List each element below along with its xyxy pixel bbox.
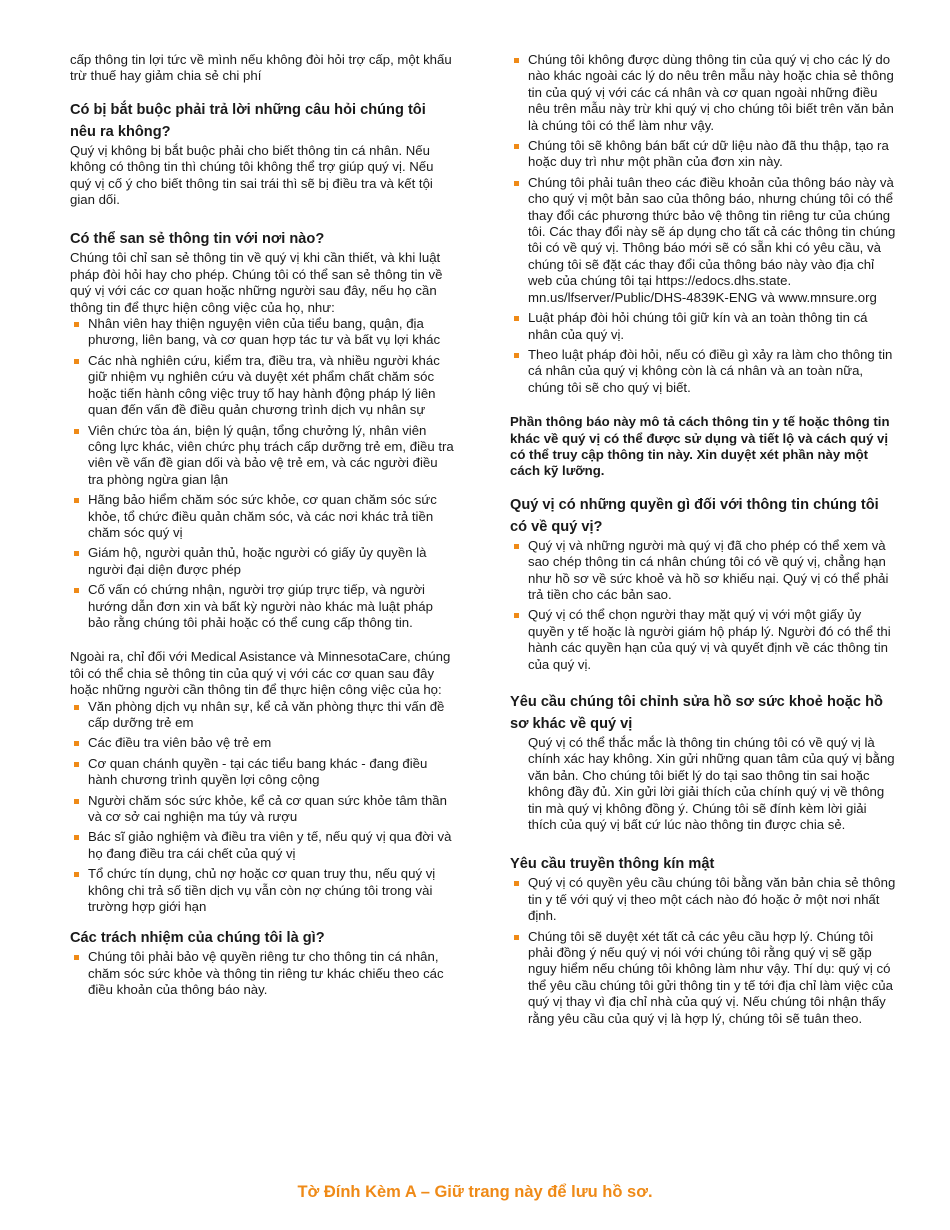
section-heading-rights: Quý vị có những quyền gì đối với thông tin chúng tôi có về quý vị? xyxy=(510,496,879,535)
list-item: Cơ quan chánh quyền - tại các tiểu bang khác - đang điều hành chương trình quyền lợi công cộng xyxy=(70,756,454,789)
section-body-correction: Quý vị có thể thắc mắc là thông tin chúng tôi có về quý vị là chính xác hay không. Xin gửi những quan tâm của quý vị bằng văn bản. Cho chúng tôi biết lý do tại sao thông tin sai hoặc không đầy đủ. Xin gửi lời giải thích của chính quý vị về thông tin mà quý vị không đồng ý. Chúng tôi sẽ đính kèm lời giải thích của quý vị bất cứ lúc nào thông tin được chia sẻ. xyxy=(528,735,895,833)
list-item: Giám hộ, người quản thủ, hoặc người có giấy ủy quyền là người đại diện được phép xyxy=(70,545,454,578)
left-column xyxy=(70,52,454,1003)
section-heading-responsibilities: Các trách nhiệm của chúng tôi là gì? xyxy=(70,930,325,947)
list-item: Người chăm sóc sức khỏe, kể cả cơ quan sức khỏe tâm thần và cơ sở cai nghiện ma túy và rượu xyxy=(70,793,454,826)
square-bullet-icon xyxy=(514,544,519,549)
section-heading-correction: Yêu cầu chúng tôi chỉnh sửa hồ sơ sức khoẻ hoặc hồ sơ khác về quý vị xyxy=(510,694,883,732)
section-body-sharing: Chúng tôi chỉ san sẻ thông tin về quý vị khi cần thiết, và khi luật pháp đòi hỏi hay cho phép. Chúng tôi có thể san sẻ thông tin về quý vị với các cơ quan hoặc những người sau đây, nếu họ cần thông tin để thực hiện công việc của họ, như: xyxy=(70,250,443,315)
list-item: Tổ chức tín dụng, chủ nợ hoặc cơ quan truy thu, nếu quý vị không chi trả số tiền dịch vụ vẫn còn nợ chúng tôi trong vài trường hợp giới hạn xyxy=(70,866,454,915)
responsibilities-list-continued xyxy=(510,52,896,396)
square-bullet-icon xyxy=(74,359,79,364)
list-item: Các nhà nghiên cứu, kiểm tra, điều tra, và nhiều người khác giữ nhiệm vụ nghiên cứu và duyệt xét phẩm chất chăm sóc hoặc tiến hành công việc truy tố hay hành động pháp lý liên quan đến vấn đề điều quản chương trình dịch vụ nhân sự xyxy=(70,353,454,419)
sharing-list xyxy=(70,316,454,631)
footer-attachment-note: Tờ Đính Kèm A – Giữ trang này để lưu hồ sơ. xyxy=(297,1183,653,1201)
square-bullet-icon xyxy=(74,762,79,767)
square-bullet-icon xyxy=(74,955,79,960)
list-item: Bác sĩ giảo nghiệm và điều tra viên y tế, nếu quý vị qua đời và họ đang điều tra cái chết của quý vị xyxy=(70,829,454,862)
list-item: Luật pháp đòi hỏi chúng tôi giữ kín và an toàn thông tin cá nhân của quý vị. xyxy=(510,310,896,343)
right-column xyxy=(510,52,896,1031)
square-bullet-icon xyxy=(514,881,519,886)
square-bullet-icon xyxy=(514,316,519,321)
list-item: Quý vị có thể chọn người thay mặt quý vị với một giấy ủy quyền y tế hoặc là người giám hộ pháp lý. Người đó có thể thi hành các quyền hạn của quý vị và quyết định về các thông tin của quý vị. xyxy=(510,607,896,673)
square-bullet-icon xyxy=(74,588,79,593)
square-bullet-icon xyxy=(74,835,79,840)
list-item: Văn phòng dịch vụ nhân sự, kể cả văn phòng thực thi vấn đề cấp dưỡng trẻ em xyxy=(70,699,454,732)
square-bullet-icon xyxy=(74,429,79,434)
list-item: Quý vị và những người mà quý vị đã cho phép có thể xem và sao chép thông tin cá nhân chúng tôi có về quý vị, chẳng hạn như hồ sơ về sức khoẻ và hồ sơ khiếu nại. Quý vị có thể phải trả tiền cho các bản sao. xyxy=(510,538,896,604)
confidential-list xyxy=(510,875,896,1027)
list-item: Viên chức tòa án, biện lý quận, tổng chưởng lý, nhân viên công lực khác, viên chức phụ trách cấp dưỡng trẻ em, điều tra viên về vấn đề gian dối và bảo vệ trẻ em, và các người điều tra phòng ngừa gian lận xyxy=(70,423,454,489)
square-bullet-icon xyxy=(514,353,519,358)
square-bullet-icon xyxy=(74,498,79,503)
square-bullet-icon xyxy=(74,705,79,710)
list-item: Cố vấn có chứng nhận, người trợ giúp trực tiếp, và người hướng dẫn đơn xin và bất kỳ người nào khác mà luật pháp bảo rằng chúng tôi phải hoặc có thể cung cấp thông tin. xyxy=(70,582,454,631)
intro-text: cấp thông tin lợi tức về mình nếu không đòi hỏi trợ cấp, một khấu trừ thuế hay giảm chia sẻ chi phí xyxy=(70,52,452,84)
list-item: Quý vị có quyền yêu cầu chúng tôi bằng văn bản chia sẻ thông tin y tế với quý vị theo một cách nào đó hoặc ở một nơi nhất định. xyxy=(510,875,896,924)
square-bullet-icon xyxy=(74,322,79,327)
square-bullet-icon xyxy=(74,741,79,746)
square-bullet-icon xyxy=(74,799,79,804)
list-item: Chúng tôi phải tuân theo các điều khoản của thông báo này và cho quý vị một bản sao của thông báo, nhưng chúng tôi có thể thay đổi các phương thức bảo vệ thông tin riêng tư của chúng tôi. Các thay đổi này sẽ áp dụng cho tất cả các thông tin chúng tôi có về quý vị. Thông báo mới sẽ có sẵn khi có yêu cầu, và chúng tôi sẽ đặt các thay đổi của thông báo này vào địa chỉ web của chúng tôi tại https://edocs.dhs.state. mn.us/lfserver/Public/DHS-4839K-ENG và www.mnsure.org xyxy=(510,175,896,306)
square-bullet-icon xyxy=(74,551,79,556)
list-item: Chúng tôi sẽ duyệt xét tất cả các yêu cầu hợp lý. Chúng tôi phải đồng ý nếu quý vị nói với chúng tôi rằng quý vị sẽ gặp nguy hiểm nếu chúng tôi không làm như vậy. Thí dụ: quý vị có thể yêu cầu chúng tôi gửi thông tin y tế tới địa chỉ làm việc của quý vị thay vì địa chỉ nhà của quý vị. Nếu chúng tôi nhận thấy rằng yêu cầu của quý vị là hợp lý, chúng tôi sẽ tuân theo. xyxy=(510,929,896,1027)
list-item: Nhân viên hay thiện nguyện viên của tiểu bang, quận, địa phương, liên bang, và cơ quan hợp tác tư và bất vụ lợi khác xyxy=(70,316,454,349)
square-bullet-icon xyxy=(514,613,519,618)
rights-list xyxy=(510,538,896,673)
square-bullet-icon xyxy=(514,181,519,186)
square-bullet-icon xyxy=(74,872,79,877)
section-heading-sharing: Có thể san sẻ thông tin với nơi nào? xyxy=(70,231,325,248)
list-item: Hãng bảo hiểm chăm sóc sức khỏe, cơ quan chăm sóc sức khỏe, tổ chức điều quản chăm sóc, và các nơi khác trả tiền chăm sóc quý vị xyxy=(70,492,454,541)
health-info-notice: Phần thông báo này mô tả cách thông tin y tế hoặc thông tin khác về quý vị có thể được sử dụng và tiết lộ và cách quý vị có thể truy cập thông tin này. Xin duyệt xét phần này một cách kỹ lưỡng. xyxy=(510,414,890,479)
list-item: Chúng tôi phải bảo vệ quyền riêng tư cho thông tin cá nhân, chăm sóc sức khỏe và thông tin riêng tư khác chiếu theo các điều khoản của thông báo này. xyxy=(70,949,454,998)
square-bullet-icon xyxy=(514,144,519,149)
section-heading-required: Có bị bắt buộc phải trả lời những câu hỏi chúng tôi nêu ra không? xyxy=(70,101,426,140)
square-bullet-icon xyxy=(514,935,519,940)
section-body-medical: Ngoài ra, chỉ đối với Medical Asistance và MinnesotaCare, chúng tôi có thể chia sẻ thông tin của quý vị với các cơ quan sau đây hoặc những người cần thông tin để thực hiện công việc của họ: xyxy=(70,649,451,698)
medical-sharing-list xyxy=(70,699,454,916)
list-item: Chúng tôi sẽ không bán bất cứ dữ liệu nào đã thu thập, tạo ra hoặc duy trì như một phần của đơn xin này. xyxy=(510,138,896,171)
section-heading-confidential: Yêu cầu truyền thông kín mật xyxy=(510,856,715,873)
list-item: Chúng tôi không được dùng thông tin của quý vị cho các lý do nào khác ngoài các lý do nêu trên mẫu này hoặc chia sẻ thông tin của quý vị với các cá nhân và cơ quan ngoài những điều nêu trên mẫu này trừ khi quý vị cho chúng tôi biết trên văn bản là chúng tôi có thể làm như vậy. xyxy=(510,52,896,134)
square-bullet-icon xyxy=(514,58,519,63)
list-item: Các điều tra viên bảo vệ trẻ em xyxy=(70,735,454,751)
responsibilities-list xyxy=(70,949,454,998)
section-body-required: Quý vị không bị bắt buộc phải cho biết thông tin cá nhân. Nếu không có thông tin thì chúng tôi không thể trợ giúp quý vị. Nếu quý vị cố ý cho biết thông tin sai trái thì sẽ bị điều tra và kết tội gian dối. xyxy=(70,142,434,208)
list-item: Theo luật pháp đòi hỏi, nếu có điều gì xảy ra làm cho thông tin cá nhân của quý vị không còn là cá nhân và an toàn nữa, chúng tôi sẽ cho quý vị biết. xyxy=(510,347,896,396)
